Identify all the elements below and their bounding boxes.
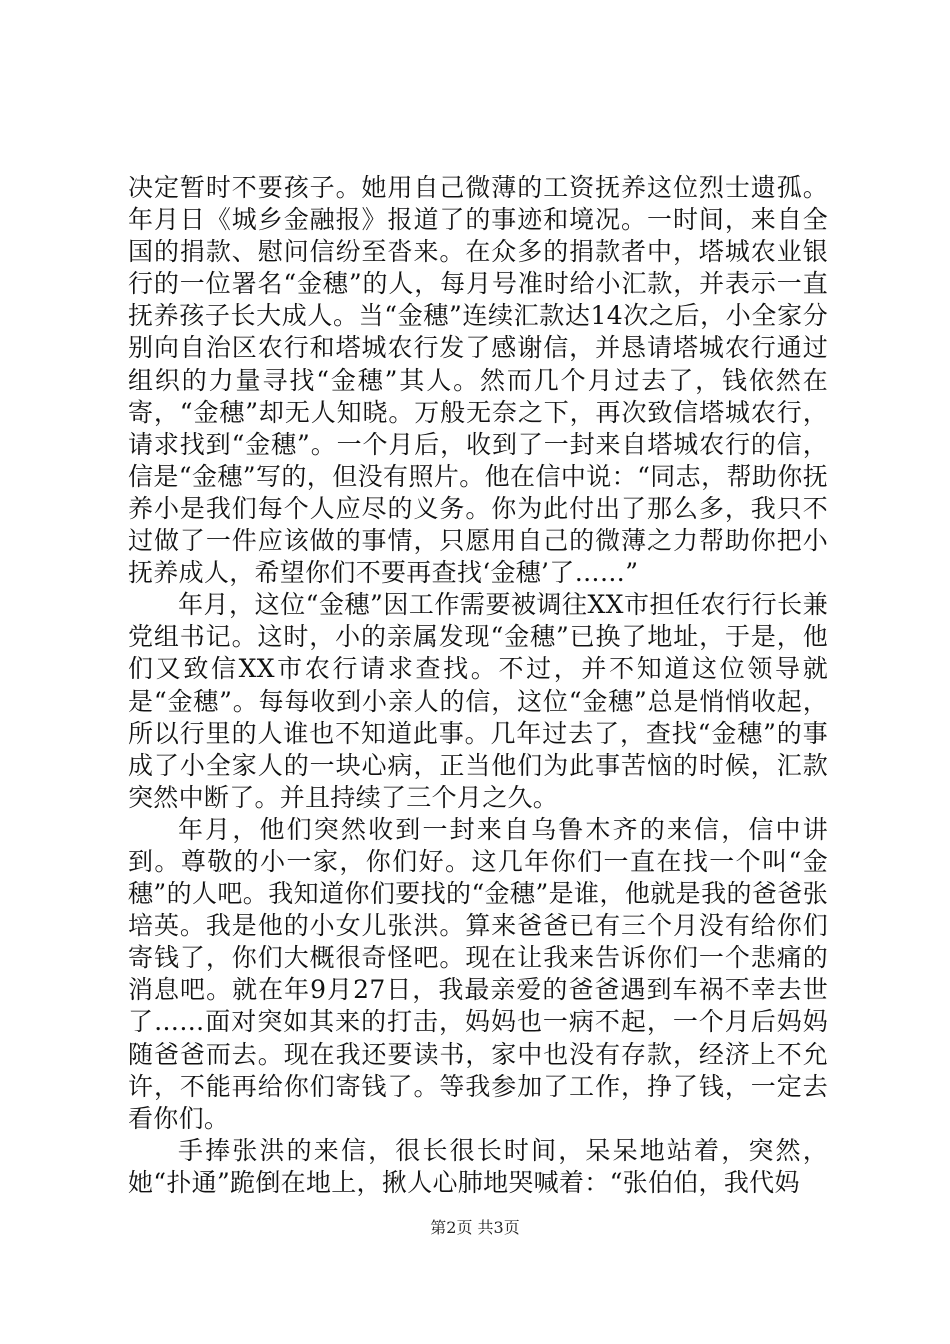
paragraph-4: 手捧张洪的来信，很长很长时间，呆呆地站着，突然，她“扑通”跪倒在地上，揪人心肺地哭喊着：“张伯伯，我代妈	[128, 1135, 828, 1197]
document-body	[128, 172, 828, 1199]
paragraph-3: 年月，他们突然收到一封来自乌鲁木齐的来信，信中讲到。尊敬的小一家，你们好。这几年你们一直在找一个叫“金穗”的人吧。我知道你们要找的“金穗”是谁，他就是我的爸爸张培英。我是他的小女儿张洪。算来爸爸已有三个月没有给你们寄钱了，你们大概很奇怪吧。现在让我来告诉你们一个悲痛的消息吧。就在年9月27日，我最亲爱的爸爸遇到车祸不幸去世了……面对突如其来的打击，妈妈也一病不起，一个月后妈妈随爸爸而去。现在我还要读书，家中也没有存款，经济上不允许，不能再给你们寄钱了。等我参加了工作，挣了钱，一定去看你们。	[128, 814, 828, 1133]
page-footer: 第2页 共3页	[430, 1218, 520, 1237]
paragraph-1: 决定暂时不要孩子。她用自己微薄的工资抚养这位烈士遗孤。年月日《城乡金融报》报道了的事迹和境况。一时间，来自全国的捐款、慰问信纷至沓来。在众多的捐款者中，塔城农业银行的一位署名“金穗”的人，每月号准时给小汇款，并表示一直抚养孩子长大成人。当“金穗”连续汇款达14次之后，小全家分别向自治区农行和塔城农行发了感谢信，并恳请塔城农行通过组织的力量寻找“金穗”其人。然而几个月过去了，钱依然在寄，“金穗”却无人知晓。万般无奈之下，再次致信塔城农行，请求找到“金穗”。一个月后，收到了一封来自塔城农行的信，信是“金穗”写的，但没有照片。他在信中说：“同志，帮助你抚养小是我们每个人应尽的义务。你为此付出了那么多，我只不过做了一件应该做的事情，只愿用自己的微薄之力帮助你把小抚养成人，希望你们不要再查找‘金穗’了……”	[128, 173, 828, 588]
paragraph-2: 年月，这位“金穗”因工作需要被调往XX市担任农行行长兼党组书记。这时，小的亲属发现“金穗”已换了地址，于是，他们又致信XX市农行请求查找。不过，并不知道这位领导就是“金穗”。每每收到小亲人的信，这位“金穗”总是悄悄收起，所以行里的人谁也不知道此事。几年过去了，查找“金穗”的事成了小全家人的一块心病，正当他们为此事苦恼的时候，汇款突然中断了。并且持续了三个月之久。	[128, 590, 828, 812]
